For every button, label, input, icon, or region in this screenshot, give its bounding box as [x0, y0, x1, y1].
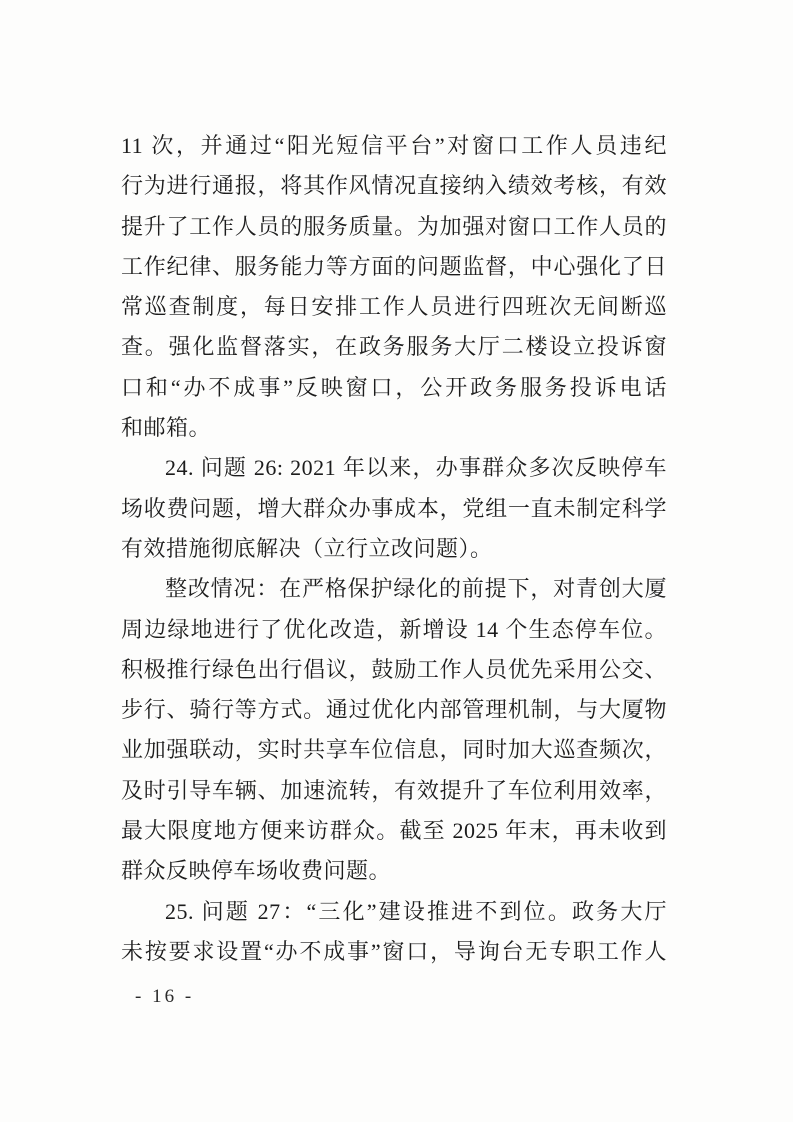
- text-line: 整改情况：在严格保护绿化的前提下，对青创大厦: [165, 576, 667, 602]
- text-line: 未按要求设置“办不成事”窗口，导询台无专职工作人: [121, 938, 667, 964]
- text-line: 场收费问题，增大群众办事成本，党组一直未制定科学: [121, 495, 667, 521]
- text-line: 25. 问题 27：“三化”建设推进不到位。政务大厅: [165, 898, 667, 924]
- page-body-text: [121, 126, 667, 972]
- text-line: 口和“办不成事”反映窗口，公开政务服务投诉电话: [121, 374, 667, 400]
- text-line: 工作纪律、服务能力等方面的问题监督，中心强化了日: [121, 253, 667, 279]
- text-line: 行为进行通报，将其作风情况直接纳入绩效考核，有效: [121, 173, 667, 199]
- text-line: 有效措施彻底解决（立行立改问题）。: [121, 535, 493, 561]
- text-line: 和邮箱。: [121, 415, 212, 441]
- text-line: 及时引导车辆、加速流转，有效提升了车位利用效率，: [121, 777, 667, 803]
- text-line: 提升了工作人员的服务质量。为加强对窗口工作人员的: [121, 213, 667, 239]
- text-line: 业加强联动，实时共享车位信息，同时加大巡查频次，: [121, 737, 667, 763]
- text-line: 最大限度地方便来访群众。截至 2025 年末，再未收到: [121, 818, 667, 844]
- text-line: 群众反映停车场收费问题。: [121, 858, 392, 884]
- text-line: 24. 问题 26: 2021 年以来，办事群众多次反映停车: [165, 455, 667, 481]
- text-line: 周边绿地进行了优化改造，新增设 14 个生态停车位。: [121, 616, 667, 642]
- text-line: 步行、骑行等方式。通过优化内部管理机制，与大厦物: [121, 697, 667, 723]
- text-line: 11 次，并通过“阳光短信平台”对窗口工作人员违纪: [121, 133, 667, 158]
- page-number: - 16 -: [135, 986, 195, 1007]
- text-line: 常巡查制度，每日安排工作人员进行四班次无间断巡: [121, 294, 667, 320]
- text-line: 查。强化监督落实，在政务服务大厅二楼设立投诉窗: [121, 334, 667, 360]
- text-line: 积极推行绿色出行倡议，鼓励工作人员优先采用公交、: [121, 656, 667, 682]
